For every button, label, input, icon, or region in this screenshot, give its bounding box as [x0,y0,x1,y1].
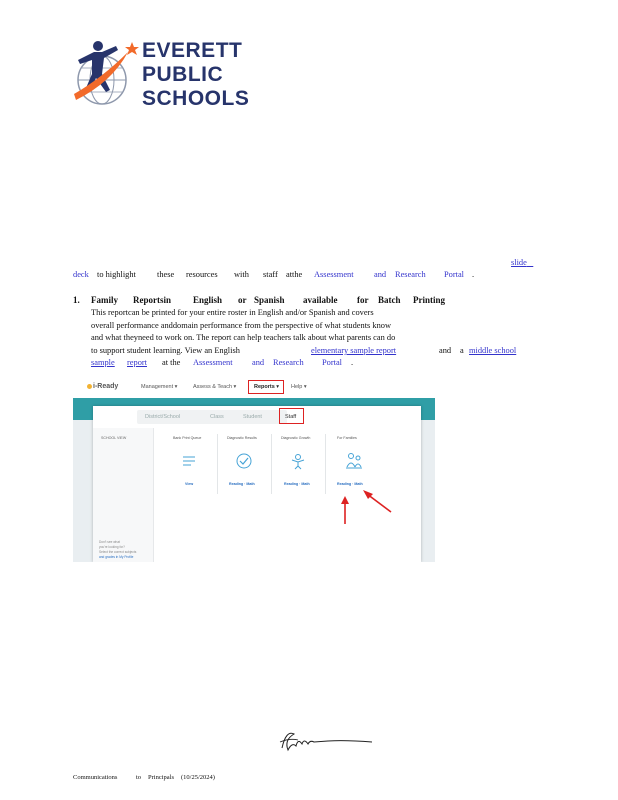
nav-help[interactable]: Help ▾ [291,384,307,390]
list-number: 1. [73,295,80,305]
card-link-results-reading-math[interactable]: Reading · Math [229,482,255,486]
card-divider [217,434,218,494]
assessment-portal-link[interactable]: and [252,358,265,367]
family-icon [344,451,364,471]
checkmark-circle-icon [235,452,253,470]
heading-word: for [357,295,369,305]
nav-management[interactable]: Management ▾ [141,384,178,390]
nav-assess-teach[interactable]: Assess & Teach ▾ [193,384,237,390]
sidebar-note-1: Don't see what [99,540,120,544]
card-title-for-families: For Families [337,436,357,440]
tab-district-school[interactable]: District/School [145,414,181,420]
red-arrows-annotation [333,486,403,526]
heading-word: English [193,295,223,305]
card-link-view[interactable]: View [185,482,194,486]
card-divider [271,434,272,494]
assessment-portal-link[interactable]: Research [395,270,426,279]
card-title-diagnostic-growth: Diagnostic Growth [281,436,311,440]
assessment-portal-link[interactable]: Assessment [193,358,233,367]
body-text: a [460,346,464,355]
sidebar-note-4[interactable]: and grades in My Profile [99,555,134,559]
slide-link-underline-tail [527,257,533,269]
assessment-portal-link[interactable]: Assessment [314,270,354,279]
card-link-families-reading-math[interactable]: Reading · Math [337,482,363,486]
assessment-portal-link[interactable]: Portal [444,270,465,279]
staff-highlight-box [279,408,304,424]
sidebar-label: SCHOOL VIEW [101,436,127,440]
body-line-1: This reportcan be printed for your entire roster in English and/or Spanish and covers [91,308,374,317]
middle-school-sample-report-link[interactable]: report [127,358,147,367]
logo-word-schools: SCHOOLS [142,87,250,110]
reports-dropdown-panel [93,406,421,562]
growth-figure-icon [289,452,307,470]
intro-period: . [472,270,475,279]
heading-word: Spanish [254,295,285,305]
intro-text: staff [263,270,278,279]
slide-deck-link-part1[interactable]: slide [511,258,527,267]
footer-text: Principals [148,774,174,781]
tab-class[interactable]: Class [210,414,224,420]
sidebar-note-2: you're looking for? [99,545,125,549]
slide-deck-link-part2[interactable]: deck [73,270,89,279]
panel-sidebar [93,428,154,562]
footer-text: Communications [73,774,118,781]
heading-word: Family [91,295,118,305]
body-line-3: and what theyneed to work on. The report can help teachers talk about what parents can do [91,333,396,342]
heading-word: available [303,295,338,305]
card-link-growth-reading-math[interactable]: Reading · Math [284,482,310,486]
assessment-portal-link[interactable]: Portal [322,358,343,367]
heading-word: Printing [413,295,446,305]
tab-student[interactable]: Student [243,414,262,420]
intro-text: these [157,270,175,279]
middle-school-sample-report-link[interactable]: middle school [469,346,517,355]
middle-school-sample-report-link[interactable]: sample [91,358,115,367]
app-topbar [73,378,435,398]
tab-staff[interactable]: Staff [285,414,297,420]
assessment-portal-link[interactable]: Research [273,358,304,367]
heading-word: or [238,295,247,305]
logo-word-everett: EVERETT [142,39,243,62]
reports-highlight-box [248,380,284,394]
intro-text: with [234,270,249,279]
iready-reports-screenshot [73,378,435,562]
heading-word: Reportsin [133,295,171,305]
intro-text: resources [186,270,218,279]
everett-public-schools-logo [72,34,252,114]
intro-text: to highlight [97,270,136,279]
nav-reports[interactable]: Reports ▾ [254,384,280,390]
intro-text: atthe [286,270,303,279]
logo-word-public: PUBLIC [142,63,224,86]
body-line-4: to support student learning. View an English [91,346,240,355]
body-text: and [439,346,452,355]
signature-mark [276,728,376,756]
assessment-portal-link[interactable]: and [374,270,387,279]
list-lines-icon [181,454,197,468]
card-divider [325,434,326,494]
logo-emblem-icon [72,34,142,114]
sidebar-note-3: Select the correct subjects [99,550,137,554]
body-line-2: overall performance anddomain performance from the perspective of what students know [91,321,391,330]
body-text: at the [162,358,181,367]
footer-text: to [136,774,142,781]
footer-date: (10/25/2024) [181,774,215,781]
card-title-diagnostic-results: Diagnostic Results [227,436,257,440]
app-brand: i-Ready [93,383,119,390]
iready-logo-icon [87,384,92,389]
heading-word: Batch [378,295,401,305]
card-title-bank-print: Bank Print Queue [173,436,202,440]
body-period: . [351,358,354,367]
elementary-sample-report-link[interactable]: elementary sample report [311,346,397,355]
